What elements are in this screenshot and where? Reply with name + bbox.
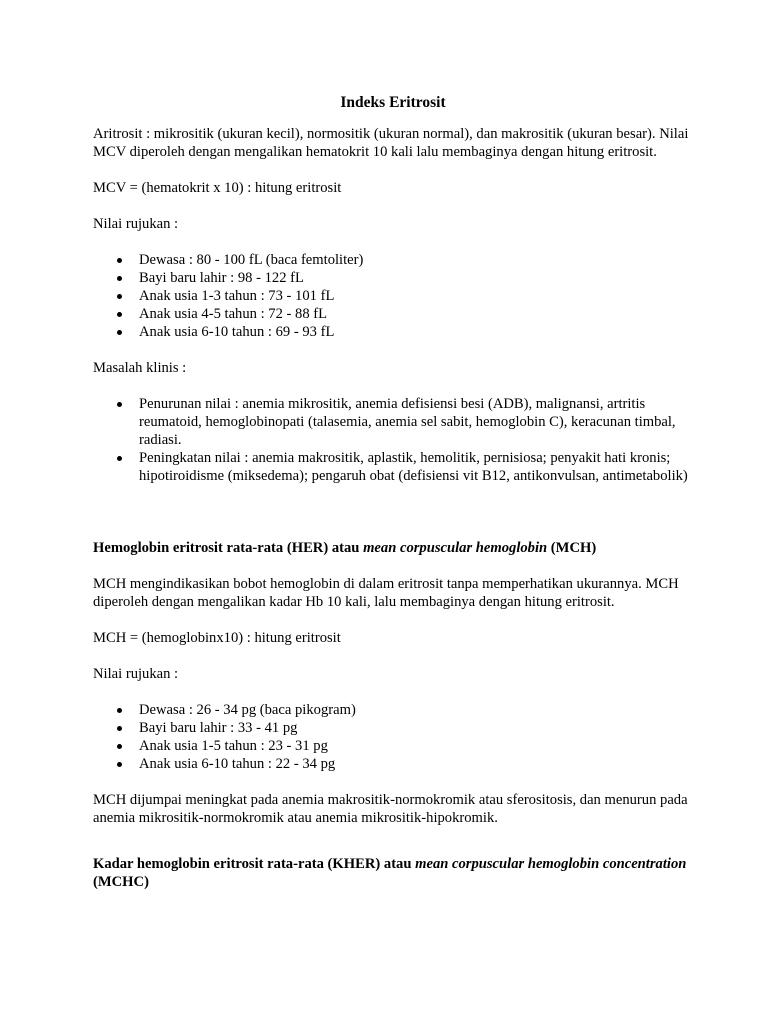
list-item: Anak usia 4-5 tahun : 72 - 88 fL [139, 305, 693, 323]
list-item: Bayi baru lahir : 98 - 122 fL [139, 269, 693, 287]
mcv-intro: Aritrosit : mikrositik (ukuran kecil), normositik (ukuran normal), dan makrositik (ukuran besar). Nilai MCV diperoleh dengan mengalikan hematokrit 10 kali lalu membaginya dengan hitung eritrosit. [93, 126, 689, 160]
mch-ref-label: Nilai rujukan : [93, 666, 179, 682]
mcv-clinical-list [93, 395, 693, 485]
document-title: Indeks Eritrosit [340, 94, 446, 111]
mch-heading-part-2: (MCH) [547, 540, 597, 556]
mch-intro: MCH mengindikasikan bobot hemoglobin di dalam eritrosit tanpa memperhatikan ukurannya. MCH diperoleh dengan mengalikan kadar Hb 10 kali, lalu membaginya dengan hitung eritrosit. [93, 576, 679, 610]
document-page [93, 93, 693, 909]
mch-note: MCH dijumpai meningkat pada anemia makrositik-normokromik atau sferositosis, dan menurun pada anemia mikrositik-normokromik atau anemia mikrositik-hipokromik. [93, 792, 688, 826]
list-item: Peningkatan nilai : anemia makrositik, aplastik, hemolitik, pernisiosa; penyakit hati kronis; hipotiroidisme (miksedema); pengaruh obat (defisiensi vit B12, antikonvulsan, antimetabolik) [139, 449, 693, 485]
mcv-clinical-label: Masalah klinis : [93, 360, 187, 376]
mchc-heading [93, 855, 693, 891]
mchc-heading-italic: mean corpuscular hemoglobin concentration [415, 856, 687, 872]
mchc-heading-part-1: Kadar hemoglobin eritrosit rata-rata (KHER) atau [93, 856, 416, 872]
mch-heading-part-1: Hemoglobin eritrosit rata-rata (HER) atau [93, 540, 364, 556]
list-item: Anak usia 6-10 tahun : 69 - 93 fL [139, 323, 693, 341]
mch-formula: MCH = (hemoglobinx10) : hitung eritrosit [93, 630, 341, 646]
list-item: Bayi baru lahir : 33 - 41 pg [139, 719, 693, 737]
mch-ref-list [93, 701, 693, 773]
mch-heading [93, 539, 693, 557]
list-item: Penurunan nilai : anemia mikrositik, anemia defisiensi besi (ADB), malignansi, artritis reumatoid, hemoglobinopati (talasemia, anemia sel sabit, hemoglobin C), keracunan timbal, radiasi. [139, 395, 693, 449]
section-spacer [93, 485, 693, 539]
mcv-ref-list [93, 251, 693, 341]
list-item: Dewasa : 80 - 100 fL (baca femtoliter) [139, 251, 693, 269]
mcv-formula: MCV = (hematokrit x 10) : hitung eritrosit [93, 180, 342, 196]
mcv-ref-label: Nilai rujukan : [93, 216, 179, 232]
mchc-heading-part-2: (MCHC) [93, 874, 149, 890]
list-item: Anak usia 1-5 tahun : 23 - 31 pg [139, 737, 693, 755]
list-item: Anak usia 6-10 tahun : 22 - 34 pg [139, 755, 693, 773]
list-item: Dewasa : 26 - 34 pg (baca pikogram) [139, 701, 693, 719]
mch-heading-italic: mean corpuscular hemoglobin [363, 540, 548, 556]
list-item: Anak usia 1-3 tahun : 73 - 101 fL [139, 287, 693, 305]
